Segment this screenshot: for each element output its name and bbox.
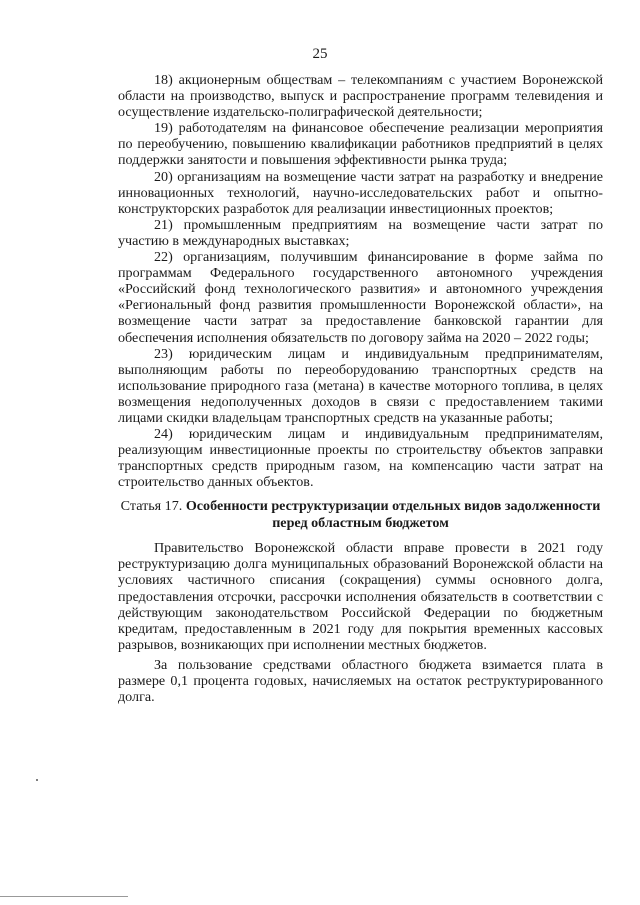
list-item: 23) юридическим лицам и индивидуальным предпринимателям, выполняющим работы по переоборудованию транспортных средств на использование природного газа (метана) в качестве моторного топлива, в целях возмещения недополученных доходов в связи с предоставлением такими лицами скидки владельцам транспортных средств на указанные работы; [118,345,603,426]
paragraph: Правительство Воронежской области вправе провести в 2021 году реструктуризацию долга муниципальных образований Воронежской области на условиях частичного списания (сокращения) суммы основного долга, предоставления отсрочки, рассрочки исполнения обязательств в соответствии с действующим законодательством Российской Федерации по бюджетным кредитам, предоставленным в 2021 году для покрытия временных кассовых разрывов, возникающих при исполнении местных бюджетов. [118,540,603,653]
list-item: 24) юридическим лицам и индивидуальным предпринимателям, реализующим инвестиционные проекты по строительству объектов заправки транспортных средств природным газом, на компенсацию части затрат на строительство данных объектов. [118,426,603,491]
list-item: 18) акционерным обществам – телекомпаниям с участием Воронежской области на производство, выпуск и распространение программ телевидения и осуществление издательско-полиграфической деятельности; [118,72,603,121]
article-title: Особенности реструктуризации отдельных видов задолженности перед областным бюджетом [185,498,601,531]
article-heading [118,498,603,531]
list-item: 22) организациям, получившим финансирование в форме займа по программам Федерального государственного автономного учреждения «Российский фонд технологического развития» и автономного учреждения «Региональный фонд развития промышленности Воронежской области», на возмещение части затрат за предоставление банковской гарантии для обеспечения исполнения обязательств по договору займа на 2020 – 2022 годы; [118,249,603,346]
document-body [118,72,603,705]
page-number: 25 [312,46,328,62]
list-item: 19) работодателям на финансовое обеспечение реализации мероприятия по переобучению, повышению квалификации работников предприятий в целях поддержки занятости и повышения эффективности рынка труда; [118,120,603,169]
paragraph: За пользование средствами областного бюджета взимается плата в размере 0,1 процента годовых, начисляемых на остаток реструктурированного долга. [118,656,603,706]
article-number: Статья 17. [120,498,183,515]
margin-dot [36,779,38,781]
footer-rule [0,896,128,897]
list-item: 21) промышленным предприятиям на возмещение части затрат по участию в международных выставках; [118,216,603,249]
list-item: 20) организациям на возмещение части затрат на разработку и внедрение инновационных технологий, научно-исследовательских работ и опытно-конструкторских разработок для реализации инвестиционных проектов; [118,168,603,217]
